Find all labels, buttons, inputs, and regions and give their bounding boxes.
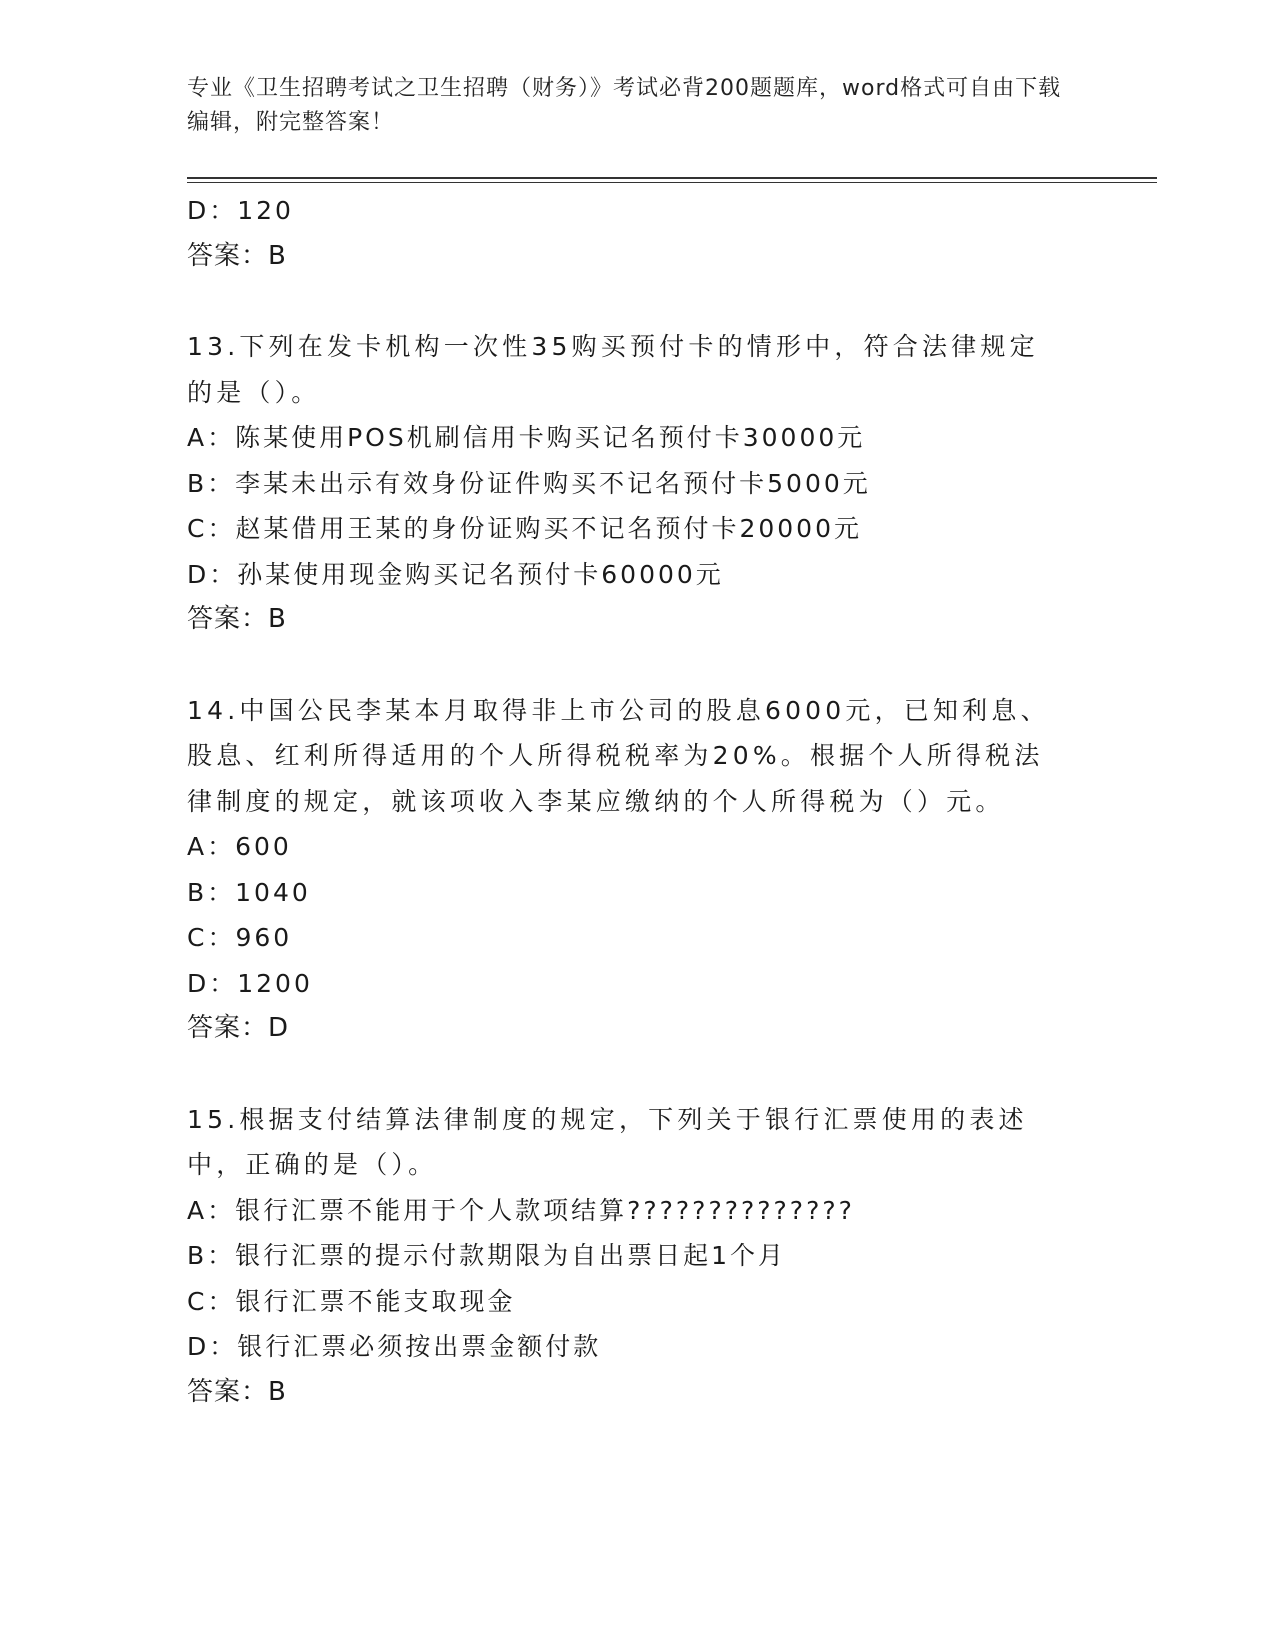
answer-prev: 答案：B	[187, 240, 287, 271]
header-rule-thick	[187, 177, 1157, 179]
question-stem: 13.下列在发卡机构一次性35购买预付卡的情形中，符合法律规定的是（）。	[187, 332, 1039, 407]
question-content	[187, 188, 1087, 1415]
option-d: D：孙某使用现金购买记名预付卡60000元	[187, 559, 724, 589]
option-c: C：赵某借用王某的身份证购买不记名预付卡20000元	[187, 514, 862, 543]
option-b: B：银行汇票的提示付款期限为自出票日起1个月	[187, 1241, 787, 1270]
option-b: B：1040	[187, 877, 311, 907]
answer: 答案：B	[187, 1376, 287, 1407]
answer: 答案：B	[187, 604, 287, 634]
option-d: D：银行汇票必须按出票金额付款	[187, 1332, 602, 1361]
question-13	[187, 324, 1087, 643]
option-a: A：600	[187, 832, 292, 861]
question-stem: 14.中国公民李某本月取得非上市公司的股息6000元，已知利息、股息、红利所得适用的个人所得税税率为20%。根据个人所得税法律制度的规定，就该项收入李某应缴纳的个人所得税为（）元。	[187, 695, 1050, 816]
option-a: A：陈某使用POS机刷信用卡购买记名预付卡30000元	[187, 423, 866, 452]
option-c: C：960	[187, 923, 293, 952]
option-d: D：1200	[187, 968, 313, 998]
header-rule-thin	[187, 182, 1157, 183]
option-b: B：李某未出示有效身份证件购买不记名预付卡5000元	[187, 468, 871, 498]
option-c: C：银行汇票不能支取现金	[187, 1286, 516, 1316]
option-a: A：银行汇票不能用于个人款项结算??????????????	[187, 1195, 855, 1225]
question-15	[187, 1097, 1087, 1416]
page-header: 专业《卫生招聘考试之卫生招聘（财务）》考试必背200题题库，word格式可自由下载编辑，附完整答案！	[187, 76, 1062, 135]
question-stem: 15.根据支付结算法律制度的规定，下列关于银行汇票使用的表述中，正确的是（）。	[187, 1104, 1028, 1179]
option-d-prev: D：120	[187, 196, 294, 225]
question-14	[187, 688, 1087, 1052]
answer: 答案：D	[187, 1013, 290, 1043]
